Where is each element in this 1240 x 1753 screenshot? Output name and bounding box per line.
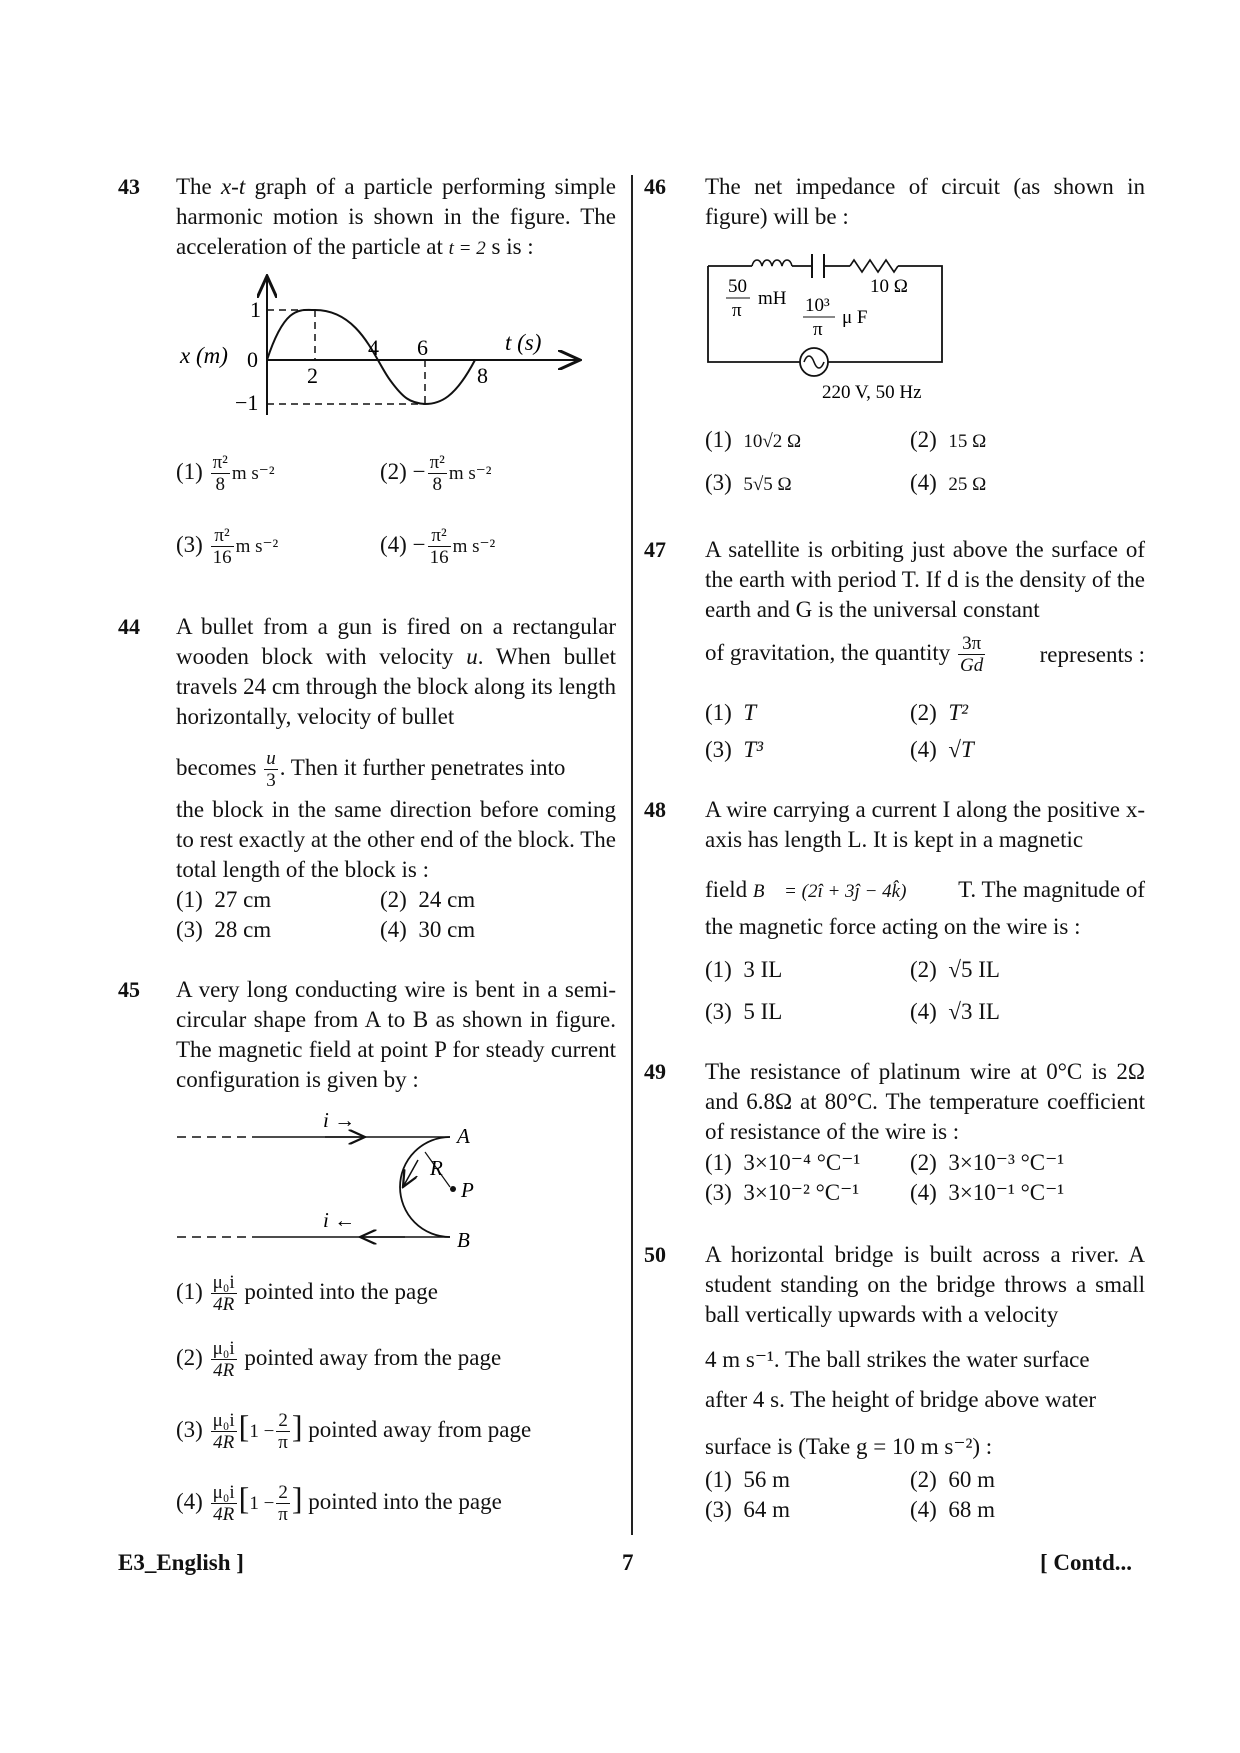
q48-option-2[interactable]: (2) √5 IL (910, 957, 1000, 982)
q44-option-3[interactable]: (3) 28 cm (176, 917, 272, 942)
source-label: 220 V, 50 Hz (822, 382, 922, 403)
q47-option-4[interactable]: (4) √T (910, 737, 974, 762)
q43-option-1[interactable]: (1) $\frac{\text{π²}}{8}$ m s⁻² (176, 452, 275, 495)
q45-option-2[interactable]: (2) $\frac{\text{μ₀i}}{4R}$ pointed away from the page (176, 1338, 502, 1381)
q48-option-3[interactable]: (3) 5 IL (705, 999, 783, 1024)
q47-option-3[interactable]: (3) T³ (705, 737, 764, 762)
question-number-49: 49 (644, 1059, 666, 1084)
q50-option-1[interactable]: (1) 56 m (705, 1467, 790, 1492)
question-50-text: A horizontal bridge is built across a river. A student standing on the bridge throws a small ball vertically upwards with a velocity (705, 1242, 1145, 1327)
question-50-text-2: 4 m s⁻¹. The ball strikes the water surface (705, 1347, 1090, 1372)
question-47-text: A satellite is orbiting just above the surface of the earth with period T. If d is the density of the earth and G is the universal constant (705, 537, 1145, 622)
q48-option-1[interactable]: (1) 3 IL (705, 957, 783, 982)
question-45-text: A very long conducting wire is bent in a semi-circular shape from A to B as shown in figure. The magnetic field at point P for steady current configuration is given by : (176, 977, 616, 1092)
q44-option-2[interactable]: (2) 24 cm (380, 887, 476, 912)
q46-option-3[interactable]: (3) 5√5 Ω (705, 470, 792, 495)
inductance-num: 50 (728, 276, 747, 297)
q44-option-1[interactable]: (1) 27 cm (176, 887, 272, 912)
q43-option-4[interactable]: (4) − $\frac{\text{π²}}{16}$ m s⁻² (380, 525, 496, 568)
q43-option-3[interactable]: (3) $\frac{\text{π²}}{16}$ m s⁻² (176, 525, 279, 568)
question-50-text-4: surface is (Take g = 10 m s⁻²) : (705, 1434, 993, 1459)
lcr-circuit (700, 252, 960, 412)
question-44-text: A bullet from a gun is fired on a rectangular wooden block with velocity u. When bullet travels 24 cm through the block along its length horizontally, velocity of bullet (176, 614, 616, 729)
q46-option-1[interactable]: (1) 10√2 Ω (705, 427, 802, 452)
point-p-label: P (461, 1178, 474, 1202)
semicircle-wire-figure (175, 1105, 515, 1255)
q48-option-4[interactable]: (4) √3 IL (910, 999, 1000, 1024)
question-49-text: The resistance of platinum wire at 0°C is 2Ω and 6.8Ω at 80°C. The temperature coefficient of resistance of the wire is : (705, 1059, 1145, 1144)
question-number-50: 50 (644, 1242, 666, 1267)
point-b-label: B (457, 1228, 470, 1252)
q50-option-3[interactable]: (3) 64 m (705, 1497, 790, 1522)
resistor-symbol (850, 260, 898, 272)
q46-option-4[interactable]: (4) 25 Ω (910, 470, 987, 495)
y-label-1: 1 (250, 297, 261, 322)
q43-option-2[interactable]: (2) − $\frac{\text{π²}}{8}$ m s⁻² (380, 452, 492, 495)
tick-8: 8 (477, 363, 488, 388)
question-47-text-2: of gravitation, the quantity $\frac{3\pi}{Gd}$ represents : (705, 633, 1145, 676)
y-label-0: 0 (247, 347, 258, 372)
q46-option-2[interactable]: (2) 15 Ω (910, 427, 987, 452)
y-axis-label: x (m) (180, 343, 228, 368)
q50-option-4[interactable]: (4) 68 m (910, 1497, 995, 1522)
capacitance-den: π (813, 319, 823, 340)
inductor-symbol (752, 260, 792, 266)
column-divider (631, 175, 633, 1535)
point-a-label: A (457, 1124, 470, 1148)
inductance-unit: mH (758, 288, 787, 309)
q49-option-2[interactable]: (2) 3×10⁻³ °C⁻¹ (910, 1150, 1065, 1175)
tick-6: 6 (417, 335, 428, 360)
question-number-47: 47 (644, 537, 666, 562)
q44-option-4[interactable]: (4) 30 cm (380, 917, 476, 942)
inductance-den: π (732, 300, 742, 321)
question-number-45: 45 (118, 977, 140, 1002)
resistance-label: 10 Ω (870, 276, 908, 297)
question-48-text-2: field B⃗ = (2î + 3ĵ − 4k̂) T. The magnitude of (705, 877, 1145, 902)
y-label-neg1: −1 (235, 390, 259, 415)
q49-option-1[interactable]: (1) 3×10⁻⁴ °C⁻¹ (705, 1150, 861, 1175)
question-44-text-3: the block in the same direction before coming to rest exactly at the other end of the block. The total length of the block is : (176, 797, 616, 882)
footer-page-number: 7 (622, 1550, 634, 1575)
x-axis-label: t (s) (505, 330, 542, 355)
current-label-bottom: i ← (323, 1208, 356, 1232)
q47-option-1[interactable]: (1) T (705, 700, 757, 725)
footer-booklet-code: E3_English ] (118, 1550, 244, 1575)
question-46-text: The net impedance of circuit (as shown in figure) will be : (705, 174, 1145, 229)
q49-option-4[interactable]: (4) 3×10⁻¹ °C⁻¹ (910, 1180, 1065, 1205)
tick-4: 4 (368, 335, 379, 360)
question-48-text: A wire carrying a current I along the positive x-axis has length L. It is kept in a magnetic (705, 797, 1145, 852)
q45-option-3[interactable]: (3) $\frac{\text{μ₀i}}{4R}$ [1 − $\frac{2}{\pi}$ ] pointed away from page (176, 1407, 532, 1453)
question-50-text-3: after 4 s. The height of bridge above water (705, 1387, 1097, 1412)
q49-option-3[interactable]: (3) 3×10⁻² °C⁻¹ (705, 1180, 860, 1205)
question-number-44: 44 (118, 614, 140, 639)
xt-graph (175, 270, 595, 430)
q50-option-2[interactable]: (2) 60 m (910, 1467, 995, 1492)
question-43-text: The x-t graph of a particle performing simple harmonic motion is shown in the figure. The acceleration of the particle at t = 2 s is : (176, 174, 616, 259)
footer-continued: [ Contd... (1040, 1550, 1133, 1575)
question-number-43: 43 (118, 174, 140, 199)
question-44-text-2: becomes $\frac{u}{3}$ . Then it further penetrates into (176, 748, 566, 791)
q45-option-4[interactable]: (4) $\frac{\text{μ₀i}}{4R}$ [1 − $\frac{2}{\pi}$ ] pointed into the page (176, 1479, 502, 1525)
capacitance-unit: μ F (842, 307, 868, 328)
q45-option-1[interactable]: (1) $\frac{\text{μ₀i}}{4R}$ pointed into the page (176, 1272, 438, 1315)
radius-label: R (430, 1156, 443, 1180)
tick-2: 2 (307, 363, 318, 388)
q47-option-2[interactable]: (2) T² (910, 700, 969, 725)
question-number-46: 46 (644, 174, 666, 199)
capacitance-num: 10³ (805, 295, 830, 316)
current-label-top: i → (323, 1108, 356, 1132)
question-48-text-3: the magnetic force acting on the wire is : (705, 914, 1081, 939)
point-p-dot (450, 1186, 456, 1192)
question-number-48: 48 (644, 797, 666, 822)
